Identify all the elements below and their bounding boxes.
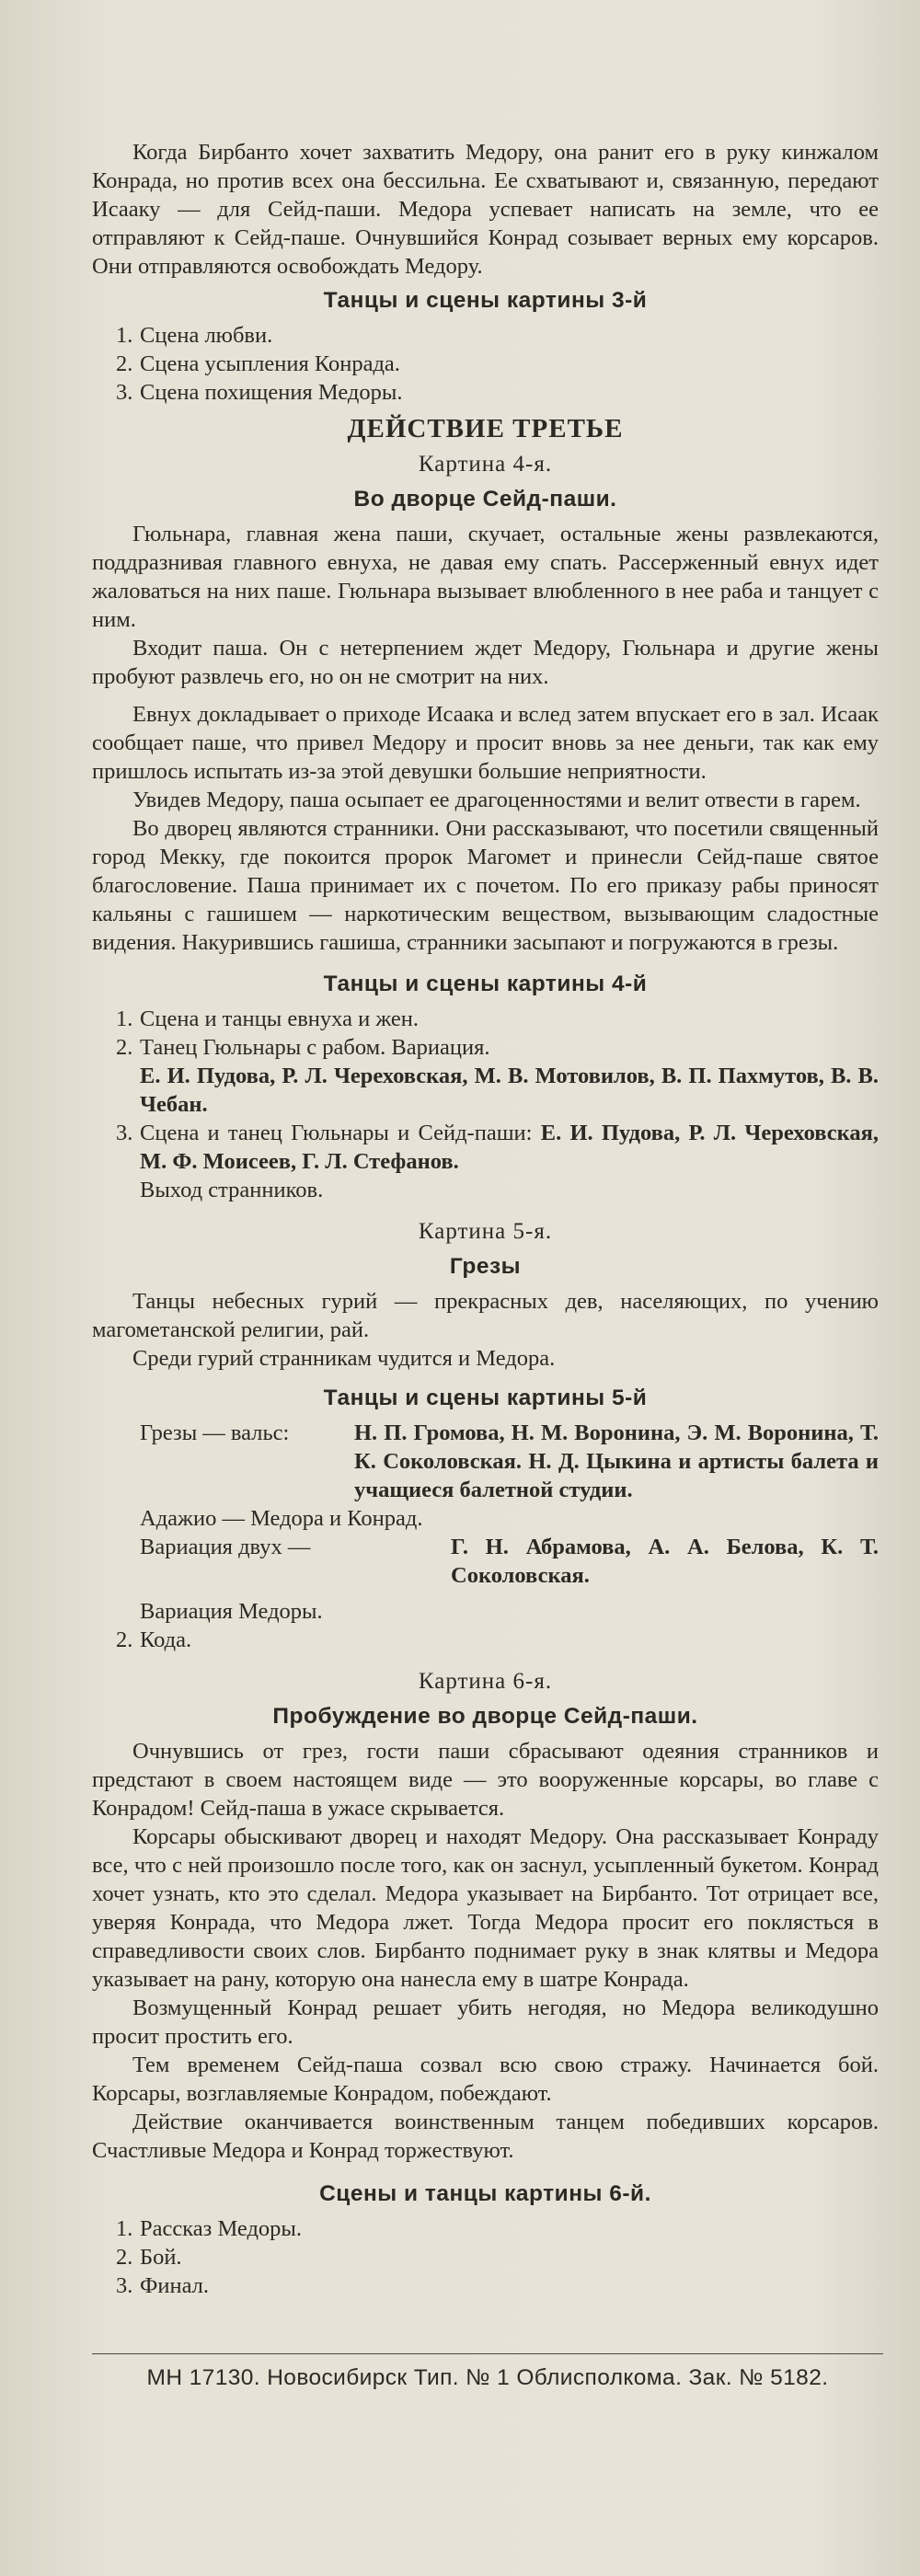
intro-paragraph: Когда Бирбанто хочет захватить Медору, она ранит его в руку кинжалом Конрада, но против всех она бессильна. Ее схватывают и, связанную, передают Исааку — для Сейд-паши. Медора успевает написать на земле, что ее отправляют к Сейд-паше. Очнувшийся Конрад созывает верных ему корсаров. Они отправляются освобождать Медору. [92,140,879,279]
dances-3-list [92,321,879,407]
scene-4-paragraph: Во дворец являются странники. Они рассказывают, что посетили священный город Мекку, где покоится пророк Магомет и принесли Сейд-паше святое благословение. Паша принимает их с почетом. По его приказу рабы приносят кальяны с гашишем — наркотическим веществом, вызывающим сладостные видения. Накурившись гашиша, странники засыпают и погружаются в грезы. [92,816,879,955]
dances-6-heading: Сцены и танцы картины 6-й. [319,2181,651,2206]
list-item: 2. Танец Гюльнары с рабом. Вариация. Е. И. Пудова, Р. Л. Череховская, М. В. Мотовилов, В. П. Пахмутов, В. В. Чебан. [116,1035,879,1117]
list-item: 2. Сцена усыпления Конрада. [116,351,400,376]
dances-3-heading: Танцы и сцены картины 3-й [323,288,648,313]
scene-6-paragraph: Возмущенный Конрад решает убить негодяя, но Медора великодушно просит простить его. [92,1995,879,2049]
list-item: 1. Сцена и танцы евнуха и жен. [116,1006,420,1031]
performers: Н. П. Громова, Н. М. Воронина, Э. М. Воронина, Т. К. Соколовская. Н. Д. Цыкина и артисты балета и учащиеся балетной студии. [354,1420,879,1502]
scene-6-paragraph: Тем временем Сейд-паша созвал всю свою стражу. Начинается бой. Корсары, возглавляемые Конрадом, побеждают. [92,2053,879,2106]
scene-6-paragraph: Очнувшись от грез, гости паши сбрасывают одеяния странников и предстают в своем настоящем виде — это вооруженные корсары, во главе с Конрадом! Сейд-паша в ужасе скрывается. [92,1739,879,1821]
scene-5-paragraph: Танцы небесных гурий — прекрасных дев, населяющих, по учению магометанской религии, рай. [92,1289,879,1342]
list-item: 3. Сцена и танец Гюльнары и Сейд-паши: Е. И. Пудова, Р. Л. Череховская, М. Ф. Моисеев, Г. Л. Стефанов. Выход странников. [116,1121,880,1202]
list-item: 2. Бой. [116,2245,182,2270]
dances-5-heading: Танцы и сцены картины 5-й [323,1386,648,1410]
dances-4-heading: Танцы и сцены картины 4-й [323,972,648,996]
scene-4-paragraph: Евнух докладывает о приходе Исаака и вслед затем впускает его в зал. Исаак сообщает паше, что привел Медору и просит вновь за нее деньги, так как ему пришлось испытать из-за этой девушки большие неприятности. [92,702,879,784]
waltz-row: Грезы — вальс: Н. П. Громова, Н. М. Воронина, Э. М. Воронина, Т. К. Соколовская. Н. Д. Цыкина и артисты балета и учащиеся балетной студии. [140,1420,879,1502]
scene-5-paragraph: Среди гурий странникам чудится и Медора. [132,1346,556,1371]
adagio: Адажио — Медора и Конрад. [140,1506,423,1531]
scene-4-title: Во дворце Сейд-паши. [353,487,617,512]
scene-6-paragraph: Корсары обыскивают дворец и находят Медору. Она рассказывает Конраду все, что с ней произошло после того, как он заснул, усыпленный букетом. Конрад хочет узнать, кто это сделал. Медора указывает на Бирбанто. Тот отрицает все, уверяя Конрада, что Медора лжет. Тогда Медора просит его поклясться в справедливости своих слов. Бирбанто поднимает руку в знак клятвы и Медора указывает на рану, которую она нанесла ему в шатре Конрада. [92,1824,879,1992]
scene-6-paragraph: Действие оканчивается воинственным танцем победивших корсаров. Счастливые Медора и Конрад торжествуют. [92,2110,879,2163]
list-item: 1. Рассказ Медоры. [116,2216,303,2241]
scene-4-paragraph: Гюльнара, главная жена паши, скучает, остальные жены развлекаются, поддразнивая главного евнуха, не давая ему спать. Рассерженный евнух идет жаловаться на них паше. Гюльнара вызывает влюбленного в нее раба и танцует с ним. [92,522,879,632]
scene-5-number: Картина 5-я. [418,1219,553,1244]
dances-4-list [92,1005,879,1204]
performers: Е. И. Пудова, Р. Л. Череховская, М. В. Мотовилов, В. П. Пахмутов, В. В. Чебан. [140,1064,879,1117]
scene-4-number: Картина 4-я. [418,452,553,477]
act-title: ДЕЙСТВИЕ ТРЕТЬЕ [347,414,624,443]
scene-4-paragraph: Увидев Медору, паша осыпает ее драгоценностями и велит отвести в гарем. [132,788,861,812]
scene-5-title: Грезы [449,1254,522,1279]
dances-5-list [92,1419,879,1654]
scene-4-paragraph: Входит паша. Он с нетерпением ждет Медору, Гюльнара и другие жены пробуют развлечь его, но он не смотрит на них. [92,636,879,689]
footer-divider [92,2353,883,2354]
list-item: 1. Сцена любви. [116,323,273,348]
list-item: 3. Финал. [116,2273,210,2298]
imprint: МН 17130. Новосибирск Тип. № 1 Облисполкома. Зак. № 5182. [146,2365,829,2390]
dances-6-list [92,2214,879,2300]
performers: Е. И. Пудова, Р. Л. Череховская, М. Ф. Моисеев, Г. Л. Стефанов. [140,1121,880,1174]
performers: Г. Н. Абрамова, А. А. Белова, К. Т. Соколовская. [451,1535,879,1588]
duo-row: Вариация двух — Г. Н. Абрамова, А. А. Белова, К. Т. Соколовская. [140,1535,879,1588]
scene-6-number: Картина 6-я. [418,1669,553,1694]
medora-variation: Вариация Медоры. [140,1599,323,1624]
list-item: 3. Сцена похищения Медоры. [116,380,403,405]
coda: 2. Кода. [116,1627,192,1652]
page-text [92,138,879,2393]
scene-6-title: Пробуждение во дворце Сейд-паши. [272,1704,698,1729]
